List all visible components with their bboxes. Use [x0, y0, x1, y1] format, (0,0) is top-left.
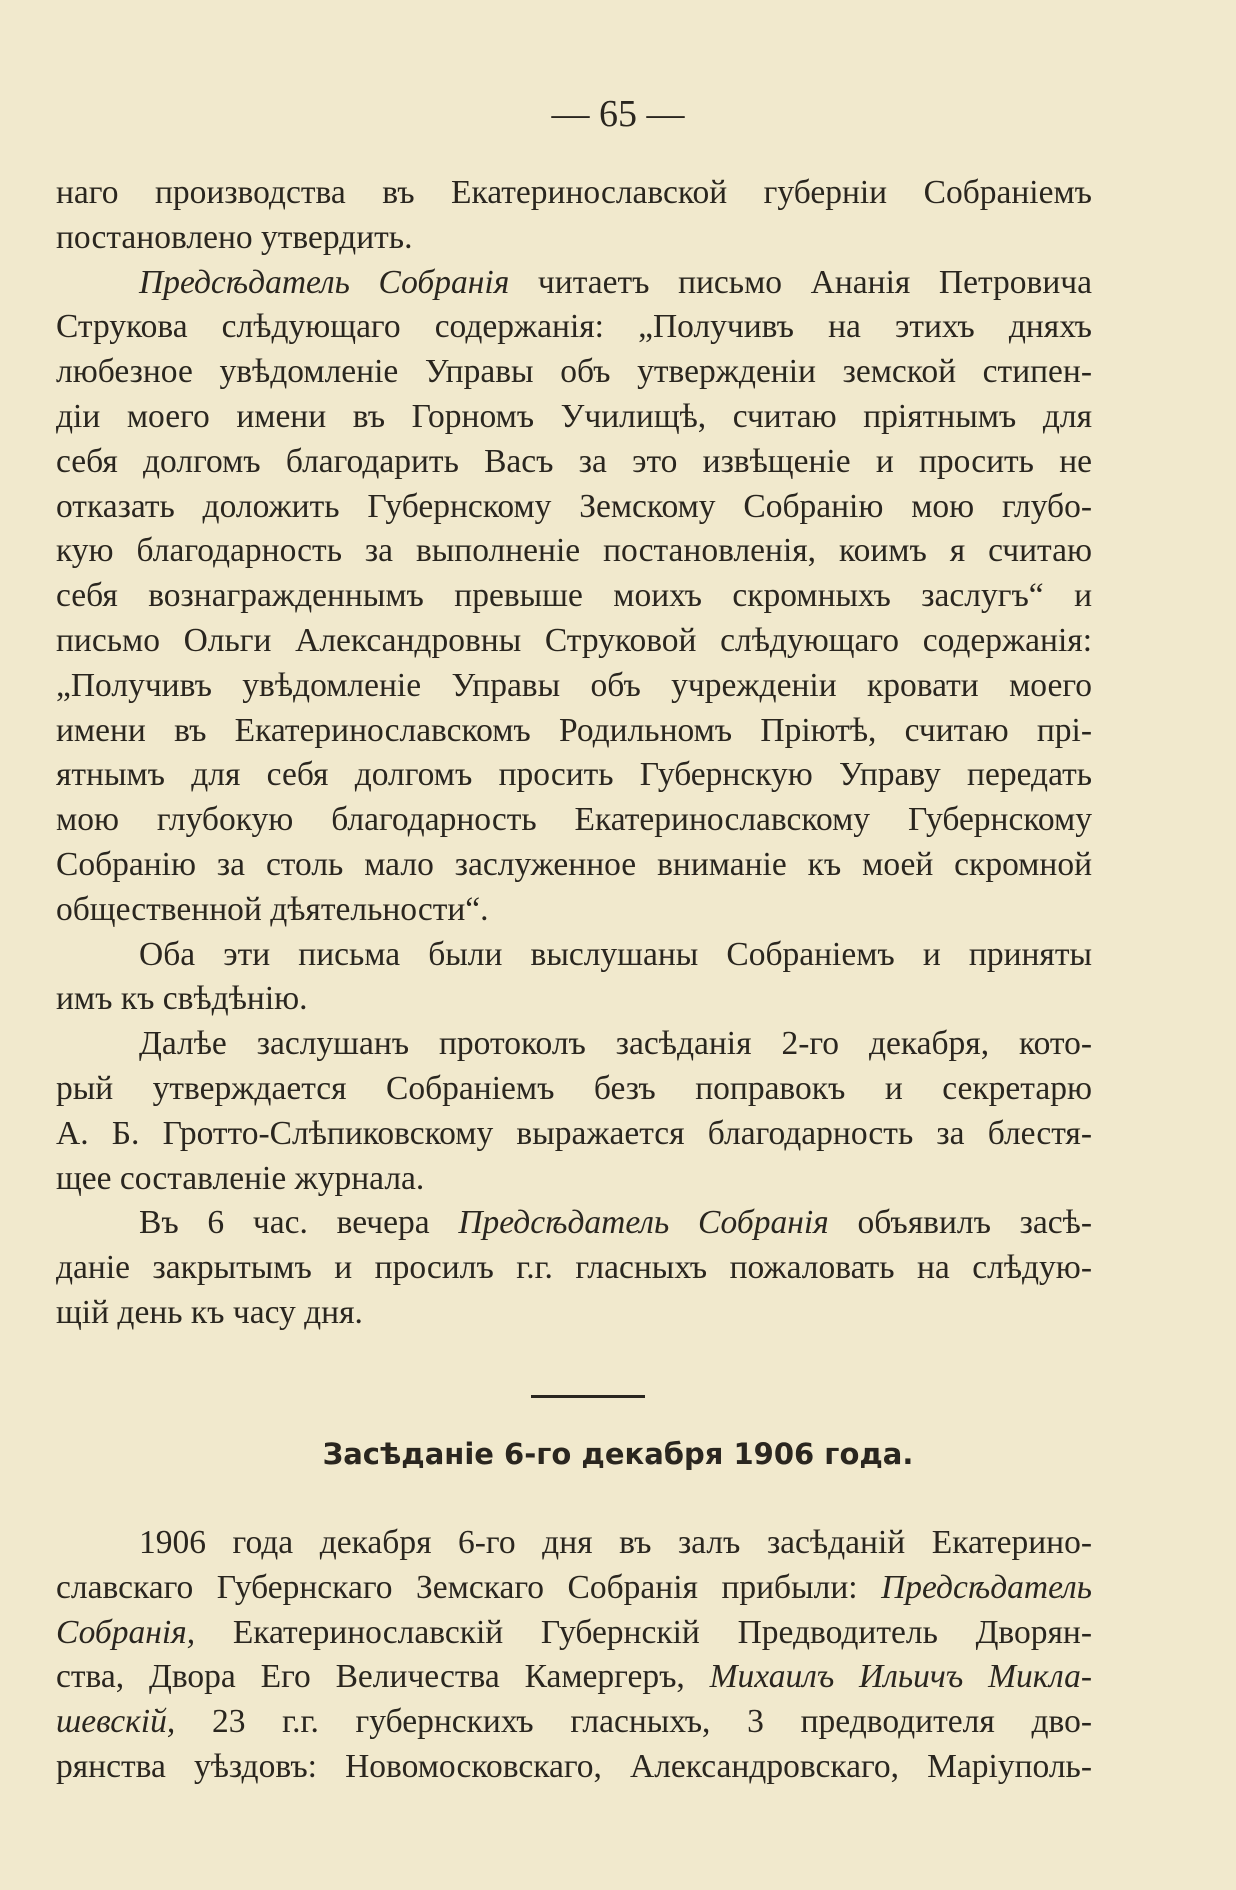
text-line [56, 216, 1092, 261]
text-line [56, 350, 1092, 395]
text-run: Оба эти письма были выслушаны Собраніемъ и приняты [139, 935, 1092, 973]
text-run: имъ къ свѣдѣнію. [56, 980, 308, 1018]
text-run: себя долгомъ благодарить Васъ за это извѣщеніе и просить не [56, 442, 1092, 480]
text-run: себя вознагражденнымъ превыше моихъ скромныхъ заслугъ“ и [56, 577, 1092, 615]
text-line [56, 305, 1092, 350]
text-run: щее составленіе журнала. [56, 1159, 425, 1197]
text-run: рый утверждается Собраніемъ безъ поправокъ и секретарю [56, 1069, 1092, 1107]
text-line [56, 1566, 1092, 1611]
italic-phrase: Предсѣдатель [881, 1568, 1092, 1606]
section-heading: Засѣданіе 6-го декабря 1906 года. [322, 1437, 914, 1471]
text-line [56, 1291, 1092, 1336]
text-run: любезное увѣдомленіе Управы объ утвержденіи земской стипен- [56, 353, 1092, 391]
text-run: славскаго Губернскаго Земскаго Собранія прибыли: [56, 1568, 882, 1606]
text-run: рянства уѣздовъ: Новомосковскаго, Александровскаго, Маріуполь- [56, 1747, 1092, 1785]
text-run: постановлено утвердить. [56, 218, 413, 256]
text-run: „Получивъ увѣдомленіе Управы объ учрежденіи кровати моего [56, 666, 1092, 704]
text-line [56, 753, 1092, 798]
text-run: Струкова слѣдующаго содержанія: „Получивъ на этихъ дняхъ [56, 308, 1092, 346]
text-run: мою глубокую благодарность Екатеринославскому Губернскому [56, 801, 1092, 839]
text-run: даніе закрытымъ и просилъ г.г. гласныхъ пожаловать на слѣдую- [56, 1249, 1092, 1287]
text-run: 23 г.г. губернскихъ гласныхъ, 3 предводителя дво- [175, 1703, 1092, 1741]
text-run: читаетъ письмо Ананія Петровича [509, 263, 1092, 301]
text-line [56, 1246, 1092, 1291]
text-line [56, 709, 1092, 754]
text-line [56, 1700, 1092, 1745]
text-line [56, 1112, 1092, 1157]
text-line [56, 619, 1092, 664]
text-run: Собранію за столь мало заслуженное вниманіе къ моей скромной [56, 845, 1092, 883]
text-line [56, 1157, 1092, 1202]
text-line [56, 1201, 1092, 1246]
text-run: Въ 6 час. вечера [139, 1204, 459, 1242]
text-run: діи моего имени въ Горномъ Училищѣ, считаю пріятнымъ для [56, 397, 1092, 435]
text-run: ятнымъ для себя долгомъ просить Губернскую Управу передать [56, 756, 1092, 794]
text-run: щій день къ часу дня. [56, 1293, 363, 1331]
text-run: объявилъ засѣ- [828, 1204, 1092, 1242]
italic-phrase: Предсѣдатель Собранія [139, 263, 510, 301]
body-text [56, 171, 1092, 1336]
text-run: имени въ Екатеринославскомъ Родильномъ Пріютѣ, считаю пpі- [56, 711, 1092, 749]
text-line [56, 1022, 1092, 1067]
text-line [56, 798, 1092, 843]
italic-phrase: Предсѣдатель Собранія [458, 1204, 829, 1242]
text-run: А. Б. Гротто-Слѣпиковскому выражается благодарность за блестя- [56, 1114, 1092, 1152]
italic-phrase: Михаилъ Ильичъ Микла- [709, 1658, 1092, 1696]
text-run: кую благодарность за выполненіе постановленія, коимъ я считаю [56, 532, 1092, 570]
text-line [56, 1611, 1092, 1656]
italic-phrase: Собранія, [56, 1613, 196, 1651]
text-line [56, 529, 1092, 574]
text-line [56, 261, 1092, 306]
text-line [56, 888, 1092, 933]
text-line [56, 440, 1092, 485]
text-line [56, 977, 1092, 1022]
text-line [56, 1521, 1092, 1566]
text-run: письмо Ольги Александровны Струковой слѣдующаго содержанія: [56, 621, 1092, 659]
text-run: 1906 года декабря 6-го дня въ залъ засѣданій Екатерино- [139, 1524, 1092, 1561]
text-run: отказать доложить Губернскому Земскому Собранію мою глубо- [56, 487, 1092, 525]
text-run: Екатеринославскій Губернскій Предводитель Дворян- [195, 1613, 1092, 1651]
page-number: — 65 — [551, 93, 685, 135]
text-line [56, 664, 1092, 709]
text-line [56, 933, 1092, 978]
text-run: общественной дѣятельности“. [56, 890, 489, 928]
text-line [56, 843, 1092, 888]
text-run: ства, Двора Его Величества Камергеръ, [56, 1658, 710, 1696]
text-line [56, 1745, 1092, 1790]
body-text-2 [56, 1521, 1092, 1790]
text-run: Далѣе заслушанъ протоколъ засѣданія 2-го декабря, кото- [139, 1025, 1092, 1063]
text-line [56, 1067, 1092, 1112]
italic-phrase: шевскій, [56, 1703, 176, 1741]
text-line [56, 1655, 1092, 1700]
text-line [56, 171, 1092, 216]
text-line [56, 395, 1092, 440]
text-run: наго производства въ Екатеринославской губерніи Собраніемъ [56, 174, 1092, 211]
text-line [56, 574, 1092, 619]
text-line [56, 485, 1092, 530]
section-divider [531, 1395, 645, 1398]
